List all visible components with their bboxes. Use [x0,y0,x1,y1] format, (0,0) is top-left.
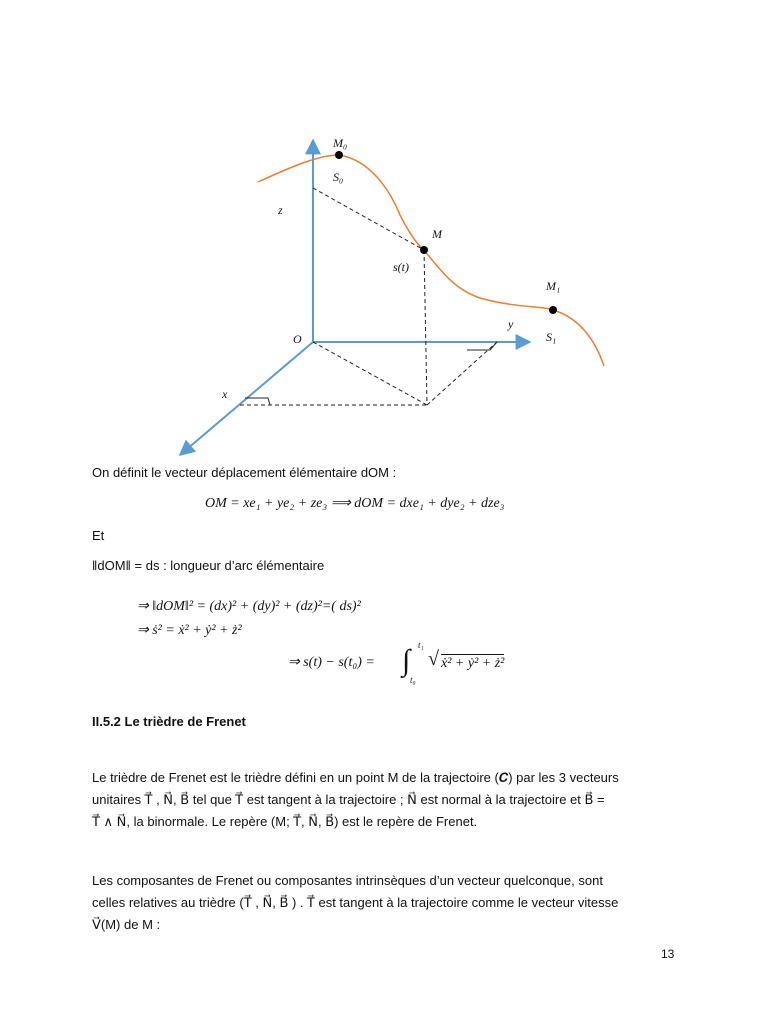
section-heading: II.5.2 Le trièdre de Frenet [92,714,246,729]
label-x: x [222,387,228,401]
equation-sdot: ⇒ ṡ² = ẋ² + ẏ² + ż² [137,623,242,638]
label-o: O [293,332,302,346]
paragraph-1-line-1: Le trièdre de Frenet est le trièdre défini en un point M de la trajectoire (𝑪) par les 3 vecteurs [92,770,619,785]
label-s1: S₁ [546,330,557,344]
label-s0: S₀ [333,170,344,184]
equation-integral [288,640,548,690]
label-z: z [278,203,283,217]
sqrt-radicand: ẋ² + ẏ² + ż² [441,656,505,671]
label-y: y [508,317,514,331]
integral-sign: ∫ [402,644,411,677]
paragraph-2-line-2: celles relatives au trièdre (T⃗ , N⃗, B⃗ ) . T⃗ est tangent à la trajectoire comme le vecteur vitesse [92,895,619,910]
integral-upper-bound: t₁ [418,640,424,650]
sqrt-sign: √ [428,648,439,670]
paragraph-1-line-2: unitaires T⃗ , N⃗, B⃗ tel que T⃗ est tangent à la trajectoire ; N⃗ est normal à la trajectoire et B⃗ = [92,792,605,807]
right-angle-mark-x [245,398,270,405]
et-line: Et [92,528,105,543]
label-m1: M₁ [546,279,561,293]
point-m0 [335,151,343,159]
equation-norm-squared: ⇒ ‖dOM‖² = (dx)² + (dy)² + (dz)²=( ds)² [137,599,361,614]
paragraph-2-line-1: Les composantes de Frenet ou composantes intrinsèques d’un vecteur quelconque, sont [92,873,603,888]
paragraph-1-line-3: T⃗ ∧ N⃗, la binormale. Le repère (M; T⃗, N⃗, B⃗) est le repère de Frenet. [92,814,478,829]
integral-left: ⇒ s(t) − s(t₀) = [288,655,375,670]
label-m: M [432,227,442,241]
right-angle-mark-y [467,342,497,350]
paragraph-2-line-3: V⃗(M) de M : [92,917,161,932]
point-m1 [549,306,557,314]
point-m [420,246,428,254]
intro-line: On définit le vecteur déplacement élémentaire dOM : [92,465,397,480]
page-number: 13 [661,947,675,961]
equation-om: OM = xe₁ + ye₂ + ze₃ ⟹ dOM = dxe₁ + dye₂ + dze₃ [205,496,505,511]
norm-line: ‖dOM‖ = ds : longueur d’arc élémentaire [92,558,325,573]
label-st: s(t) [393,260,409,274]
frenet-figure [0,0,768,470]
integral-lower-bound: t₀ [410,675,416,685]
label-m0: M₀ [333,136,348,150]
